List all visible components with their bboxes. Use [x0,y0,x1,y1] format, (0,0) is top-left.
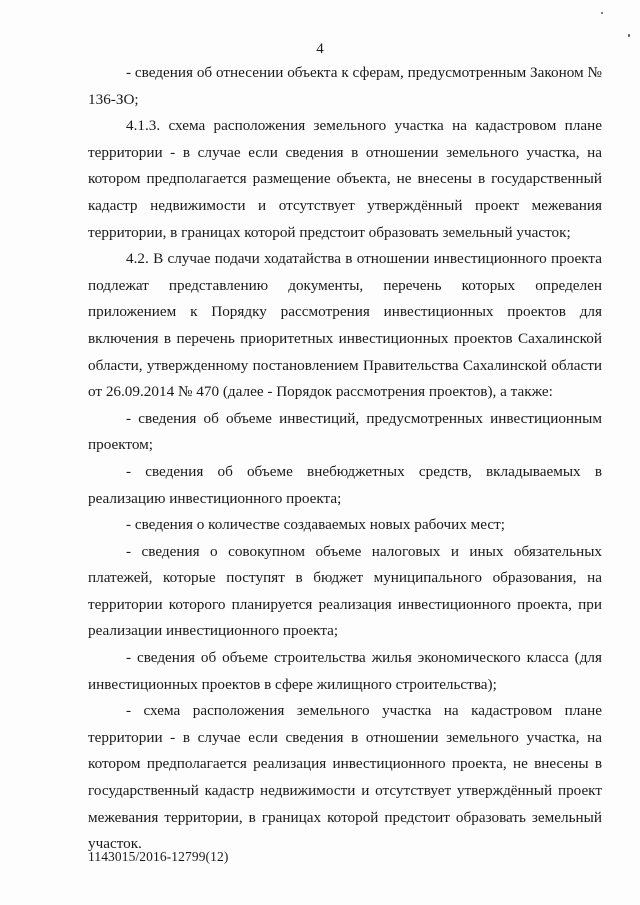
paragraph-item: - сведения об объеме строительства жилья экономического класса (для инвестиционных проектов в сфере жилищного строительства); [88,649,602,693]
document-body [88,60,602,858]
paragraph-item: 4.1.3. схема расположения земельного участка на кадастровом плане территории - в случае если сведения в отношении земельного участка, на котором предполагается размещение объекта, не внесены в государственный кадастр недвижимости и отсутствует утверждённый проект межевания территории, в границах которой предстоит образовать земельный участок; [88,117,602,241]
scan-speck [601,12,603,14]
page-number: 4 [316,41,324,57]
paragraph-item: - сведения об объеме внебюджетных средств, вкладываемых в реализацию инвестиционного проекта; [88,462,602,507]
scan-speck [628,34,630,37]
paragraph-item: 4.2. В случае подачи ходатайства в отношении инвестиционного проекта подлежат представлению документы, перечень которых определен приложением к Порядку рассмотрения инвестиционных проектов для включения в перечень приоритетных инвестиционных проектов Сахалинской области, утвержденному постановлением Правительства Сахалинской области от 26.09.2014 № 470 (далее - Порядок рассмотрения проектов), а также: [88,250,602,401]
paragraph-item: - схема расположения земельного участка на кадастровом плане территории - в случае если сведения в отношении земельного участка, на котором предполагается реализация инвестиционного проекта, не внесены в государственный кадастр недвижимости и отсутствует утверждённый проект межевания территории, в границах которой предстоит образовать земельный участок. [88,702,602,853]
paragraph-item: - сведения об отнесении объекта к сферам, предусмотренным Законом № 136-ЗО; [88,64,602,108]
paragraph-item: - сведения о совокупном объеме налоговых и иных обязательных платежей, которые поступят в бюджет муниципального образования, на территории которого планируется реализация инвестиционного проекта, при реализации инвестиционного проекта; [88,542,602,640]
paragraph-item: - сведения о количестве создаваемых новых рабочих мест; [126,516,505,534]
paragraph-item: - сведения об объеме инвестиций, предусмотренных инвестиционным проектом; [88,409,602,454]
document-footer-code: 1143015/2016-12799(12) [88,849,229,864]
